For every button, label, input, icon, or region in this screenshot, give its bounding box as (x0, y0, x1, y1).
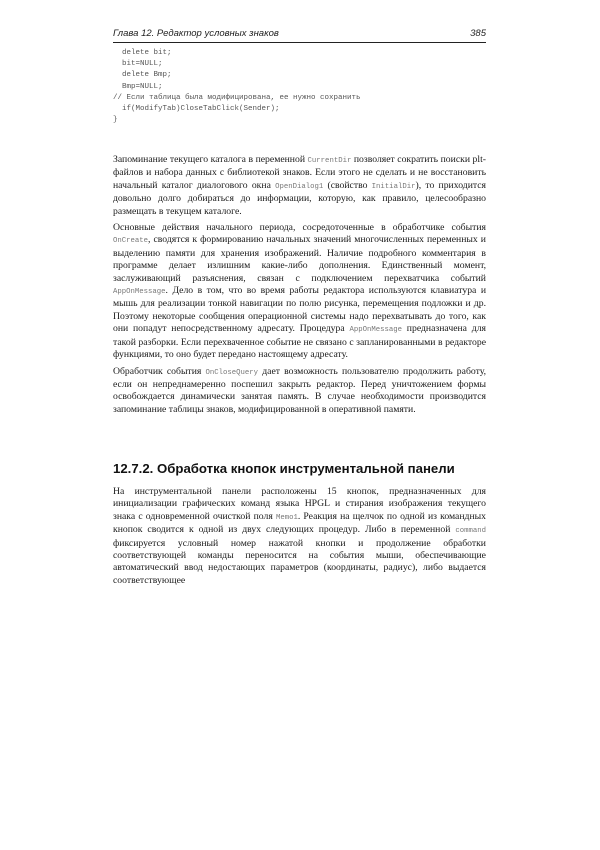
page-number: 385 (470, 28, 486, 39)
inline-code: InitialDir (371, 182, 416, 191)
text-run: дает возможность пользователю продолжить работу, если он непреднамеренно поспешил закрыть редактор. Перед уничтожением формы освобождается динамически занятая память. В случае необходимости производится запоминание таблицы знаков, модифицированной в оперативной памяти. (113, 365, 486, 415)
code-listing (113, 48, 493, 126)
inline-code: Memo1 (275, 513, 298, 522)
inline-code: CurrentDir (307, 157, 352, 165)
code-line: bit=NULL; (113, 60, 163, 69)
body-text-lower (113, 486, 486, 591)
text-run: Запоминание текущего каталога в переменной (113, 154, 308, 165)
paragraph-oncreate (113, 222, 486, 361)
paragraph-onclosequery (113, 366, 486, 417)
inline-code: OnCreate (113, 237, 149, 246)
text-run: Основные действия начального периода, сосредоточенные в обработчике события (113, 222, 486, 234)
text-run: (свойство (323, 179, 372, 191)
code-line: delete bit; (113, 49, 172, 57)
text-run: позволяет сократить поиски plt-файлов и набора данных с библиотекой знаков. Если этого не сделать и не восстановить начальный каталог диалогового окна (113, 154, 486, 191)
code-line: if(ModifyTab)CloseTabClick(Sender); (113, 104, 280, 113)
code-line: delete Bmp; (113, 71, 172, 80)
body-text-upper (113, 154, 486, 420)
text-run: Обработчик события (113, 365, 206, 377)
section-heading: 12.7.2. Обработка кнопок инструментальной панели (113, 461, 455, 476)
inline-code: command (455, 527, 486, 536)
inline-code: AppOnMessage (113, 288, 166, 297)
text-run: фиксируется условный номер нажатой кнопки и продолжение обработки соответствующей команды переносится на события мыши, обеспечивающие автоматический ввод недостающих параметров (координаты, радиус), либо выдается соответствующее (113, 537, 486, 586)
text-run: предназначена для такой разборки. Если перехваченное событие не связано с запланированными в редакторе функциями, то оно будет передано настоящему адресату. (113, 323, 486, 361)
code-line: } (113, 116, 118, 125)
inline-code: AppOnMessage (349, 326, 402, 335)
text-run: . Реакция на щелчок по одной из командных кнопок сводится к одной из двух следующих процедур. Либо в переменной (113, 510, 486, 536)
code-comment-line: // Если таблица была модифицирована, ее нужно сохранить (113, 93, 361, 102)
code-line: Bmp=NULL; (113, 82, 163, 91)
text-run: ), то приходится довольно долго добираться до информации, которую, как правило, целесообразно размещать в текущем каталоге. (113, 179, 486, 217)
running-header (113, 28, 486, 43)
text-run: На инструментальной панели расположены 15 кнопок, предназначенных для инициализации графических команд языка HPGL и стирания изображения текущего знака с одновременной очисткой поля (113, 486, 486, 522)
paragraph-toolbar-buttons (113, 486, 486, 587)
text-run: , сводятся к формированию начальных значений многочисленных переменных и выделению памяти для хранения изображений. Наличие подробного комментария в программе делает излишним какие-либо дополнения. Единственный момент, заслуживающий разъяснения, связан с подключением перехватчика событий (113, 234, 486, 284)
text-run: . Дело в том, что во время работы редактора используются клавиатура и мышь для реализации тонкой навигации по полю рисунка, перемещения подложки и др. Поэтому некоторые сообщения операционной системы надо перехватывать до того, как они попадут непосредственному адресату. Процедура (113, 285, 486, 335)
inline-code: OnCloseQuery (205, 368, 259, 377)
inline-code: OpenDialog1 (275, 182, 324, 191)
chapter-title: Глава 12. Редактор условных знаков (113, 28, 279, 39)
paragraph-current-dir (113, 154, 486, 218)
